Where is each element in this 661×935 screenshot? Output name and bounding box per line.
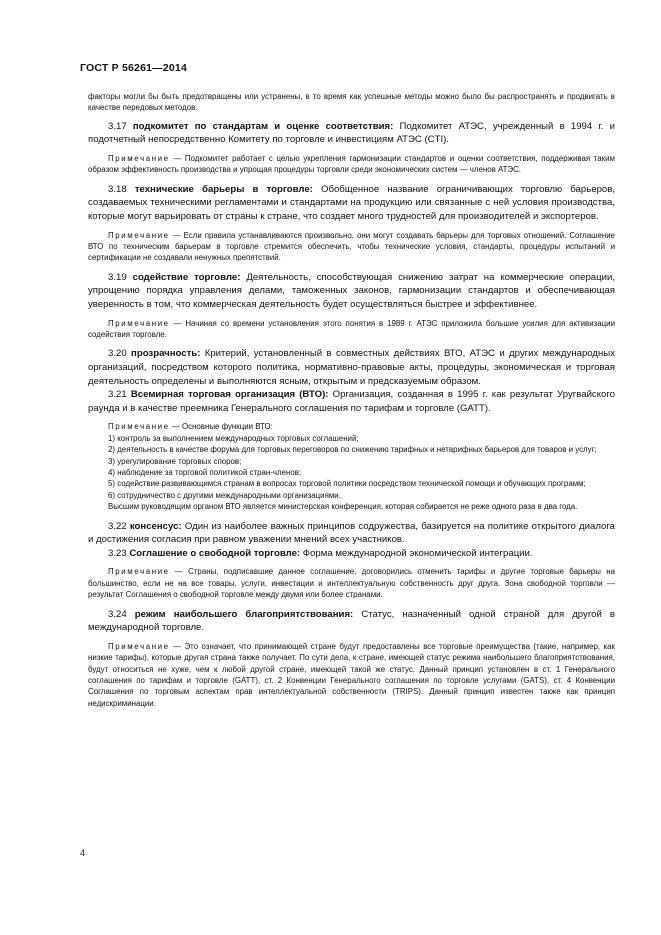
note-3-24 [88,641,615,709]
term-number: 3.17 [108,120,133,132]
term-3-24 [88,608,615,635]
page-number: 4 [80,848,86,858]
term-3-21 [88,388,615,415]
note-3-23 [88,566,615,600]
list-item: 4) наблюдение за торговой политикой стран-членов; [108,468,302,477]
term-title: Соглашение о свободной торговле: [129,547,301,559]
note-dash: — [169,422,182,432]
note-label: Примечание [108,318,170,328]
term-3-20 [88,347,615,388]
note-text: Это означает, что принимающей стране будут предоставлены все торговые преимущества (такие, например, как низкие тарифы), которые другая страна также получает. По сути дела, к стране, имеющей статус режима наибольшего благоприятствования, будут относиться не хуже, чем к любой другой стране, имеющей такой же статус. Данный принцип установлен в ст. 1 Генерального соглашения по тарифам и торговле (GATT), ст. 2 Конвенции Генерального соглашения по торговле услугами (GATS), ст. 4 Конвенции Соглашения по торговым аспектам прав интеллектуальной собственности (TRIPS). Данный принцип известен также как принцип недискриминации. [88,641,616,708]
note-label: Примечание [108,422,170,432]
term-number: 3.20 [108,348,132,360]
term-number: 3.21 [108,389,131,401]
term-title: Всемирная торговая организация (ВТО): [130,389,329,401]
list-item: 2) деятельность в качестве форума для торговых переговоров по снижению тарифных и нетарифных барьеров для товаров и услуг; [108,445,597,455]
term-title: режим наибольшего благоприятствования: [134,608,354,620]
note-label: Примечание [108,641,170,651]
term-definition: Организация, созданная в 1995 г. как результат Уругвайского раунда и в качестве преемника Генерального соглашения по тарифам и торговле (GATT). [88,389,615,414]
note-label: Примечание [108,154,170,163]
term-number: 3.23 [108,547,130,559]
term-3-19 [88,271,615,312]
term-definition: Подкомитет АТЭС, учрежденный в 1994 г. и подотчетный непосредственно Комитету по торговле и инвестициям АТЭС (CTI). [88,120,615,146]
term-definition: Форма международной экономической интеграции. [300,547,533,559]
note-label: Примечание [108,230,170,240]
note-label: Примечание [108,567,170,577]
term-number: 3.22 [108,520,130,532]
note-3-17 [88,153,615,176]
term-definition: Деятельность, способствующая снижению затрат на коммерческие операции, упрощению порядка управления делами, таможенных законов, гармонизации стандартов и обеспечивающая уверенность в том, что коммерческая деятельность будет осуществляться быстрее и эффективнее. [88,271,616,310]
term-title: прозрачность: [131,348,201,360]
note-text: Начиная со времени установления этого понятия в 1989 г. АТЭС приложила большие усилия для активизации содействия торговле. [88,318,615,339]
term-title: технические барьеры в торговле: [134,183,313,195]
term-definition: Статус, назначенный одной страной для другой в международной торговле. [88,608,615,634]
document-body [88,91,615,709]
note-text: Если правила устанавливаются произвольно, они могут создавать барьеры для торговых отношений. Соглашение ВТО по техническим барьерам в торговле стремится обеспечить, чтобы технические условия, стандарты, процедуры испытаний и сертификации не создавали ненужных препятствий. [88,230,615,263]
note-3-21 [88,421,615,512]
term-title: содействие торговле: [132,271,241,283]
list-item: 5) содействие развивающимся странам в вопросах торговой политики посредством технической помощи и обучающих программ; [108,479,586,489]
note-intro [88,421,615,432]
note-3-19 [88,318,615,341]
term-3-18 [88,183,615,224]
note-dash: — [169,318,186,328]
term-number: 3.18 [108,183,135,195]
term-3-23 [88,547,615,561]
note-3-18 [88,230,615,264]
list-item: 3) урегулирование торговых споров; [108,456,242,466]
term-3-17 [88,120,615,147]
document-header: ГОСТ Р 56261—2014 [80,62,188,74]
term-title: консенсус: [129,520,182,532]
term-definition: Критерий, установленный в совместных действиях ВТО, АТЭС и других международных организаций, посредством которого политика, нормативно-правовые акты, процедуры, экономическая и торговая деятельность определены и выполняются ясным, открытым и предсказуемым образом. [88,348,616,387]
term-number: 3.19 [108,271,133,283]
term-definition: Один из наиболее важных принципов содружества, базируется на политике открытого диалога и достижения согласия при равном уважении мнений всех участников. [88,520,615,546]
note-dash: — [169,230,184,240]
note-text: Подкомитет работает с целью укрепления гармонизации стандартов и оценки соответствия, поддерживая таким образом эффективность производства и упрощая процедуры торговли среди экономических систем — членов АТЭС. [88,154,615,175]
note-dash: — [169,641,185,651]
term-title: подкомитет по стандартам и оценке соответствия: [132,120,394,132]
term-number: 3.24 [108,608,135,620]
continued-paragraph: факторы могли бы быть предотвращены или устранены, в то время как успешные методы можно было бы распространять и продвигать в качестве передовых методов. [88,92,615,113]
note-dash: — [169,154,185,163]
note-dash: — [169,567,189,577]
term-definition: Обобщенное название ограничивающих торговлю барьеров, создаваемых техническими регламентами и стандартами на продукцию или связанные с ней условия производства, которые могут варьировать от страны к стране, что создает много трудностей для производителей и экспортеров. [88,183,615,222]
note-extra: Высшим руководящим органом ВТО является министерская конференция, которая собирается не реже одного раза в два года. [108,502,578,512]
note-text: Страны, подписавшие данное соглашение, договорились отменить тарифы и другие торговые барьеры на большинство, если не на все товары, услуги, инвестиции и интеллектуальную собственность друг друга. Зона свободной торговли — результат Соглашения о свободной торговле между двумя или более странами. [88,567,615,600]
term-3-22 [88,520,615,547]
note-text: Основные функции ВТО: [181,422,273,432]
list-item: 6) сотрудничество с другими международными организациями. [108,490,341,500]
list-item: 1) контроль за выполнением международных торговых соглашений; [108,433,359,443]
